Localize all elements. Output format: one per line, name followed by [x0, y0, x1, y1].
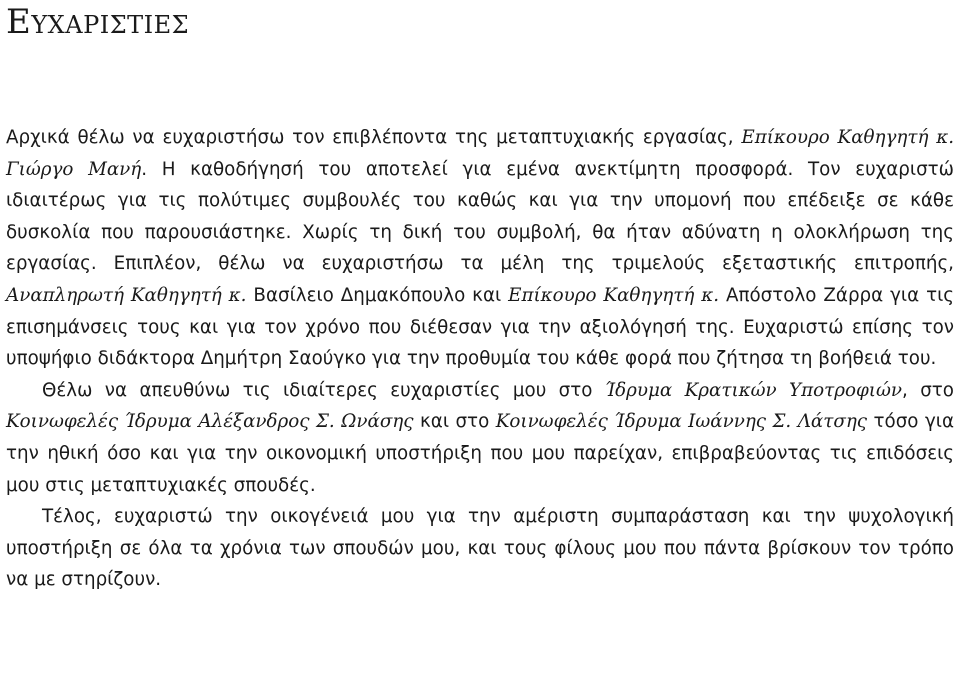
document-page [6, 0, 954, 596]
paragraph-foundations [6, 375, 954, 501]
text-segment: Βασίλειο Δημακόπουλο και [253, 284, 509, 306]
text-segment-italic: Ίδρυμα Κρατικών Υποτροφιών [604, 379, 902, 401]
page-title: Ευχαριστιες [6, 2, 190, 42]
text-segment: Απόστολο Ζάρρα για τις επισημάνσεις τους και για τον χρόνο που διέθεσαν για την αξιολόγησή της. Ευχαριστώ επίσης τον υποψήφιο διδάκτορα Δημήτρη Σαούγκο για την προθυμία του κάθε φορά που ζήτησα τη βοήθειά του. [6, 284, 955, 370]
text-segment: . Η καθοδήγησή του αποτελεί για εμένα ανεκτίμητη προσφορά. Τον ευχαριστώ ιδιαιτέρως για τις πολύτιμες συμβουλές του καθώς και για την υπομονή που επέδειξε σε κάθε δυσκολία που παρουσιάστηκε. Χωρίς τη δική του συμβολή, θα ήταν αδύνατη η ολοκλήρωση της εργασίας. Επιπλέον, θέλω να ευχαριστήσω τα μέλη της τριμελούς εξεταστικής επιτροπής, [6, 158, 954, 275]
text-segment-italic: Αναπληρωτή Καθηγητή κ. [6, 284, 254, 306]
text-segment: Θέλω να απευθύνω τις ιδιαίτερες ευχαριστίες μου στο [42, 379, 605, 401]
text-segment-italic: Επίκουρο Καθηγητή κ. Γιώργο Μανή [6, 127, 955, 180]
document-body [6, 122, 954, 596]
paragraph-family [6, 501, 954, 596]
text-segment: Τέλος, ευχαριστώ την οικογένειά μου για την αμέριστη συμπαράσταση και την ψυχολογική υποστήριξη σε όλα τα χρόνια των σπουδών μου, και τους φίλους μου που πάντα βρίσκουν τον τρόπο να με στηρίζουν. [6, 506, 954, 591]
text-segment: Αρχικά θέλω να ευχαριστήσω τον επιβλέποντα της μεταπτυχιακής εργασίας, [6, 127, 742, 148]
paragraph-supervisor [6, 122, 954, 375]
text-segment-italic: Κοινωφελές Ίδρυμα Αλέξανδρος Σ. Ωνάσης [6, 411, 414, 433]
text-segment-italic: Επίκουρο Καθηγητή κ. [508, 284, 726, 306]
text-segment: και στο [413, 411, 496, 433]
text-segment: τόσο για την ηθική όσο και για την οικονομική υποστήριξη που μου παρείχαν, επιβραβεύοντας τις επιδόσεις μου στις μεταπτυχιακές σπουδές. [6, 411, 955, 496]
text-segment-italic: Κοινωφελές Ίδρυμα Ιωάννης Σ. Λάτσης [495, 411, 868, 433]
text-segment: , στο [902, 379, 954, 401]
